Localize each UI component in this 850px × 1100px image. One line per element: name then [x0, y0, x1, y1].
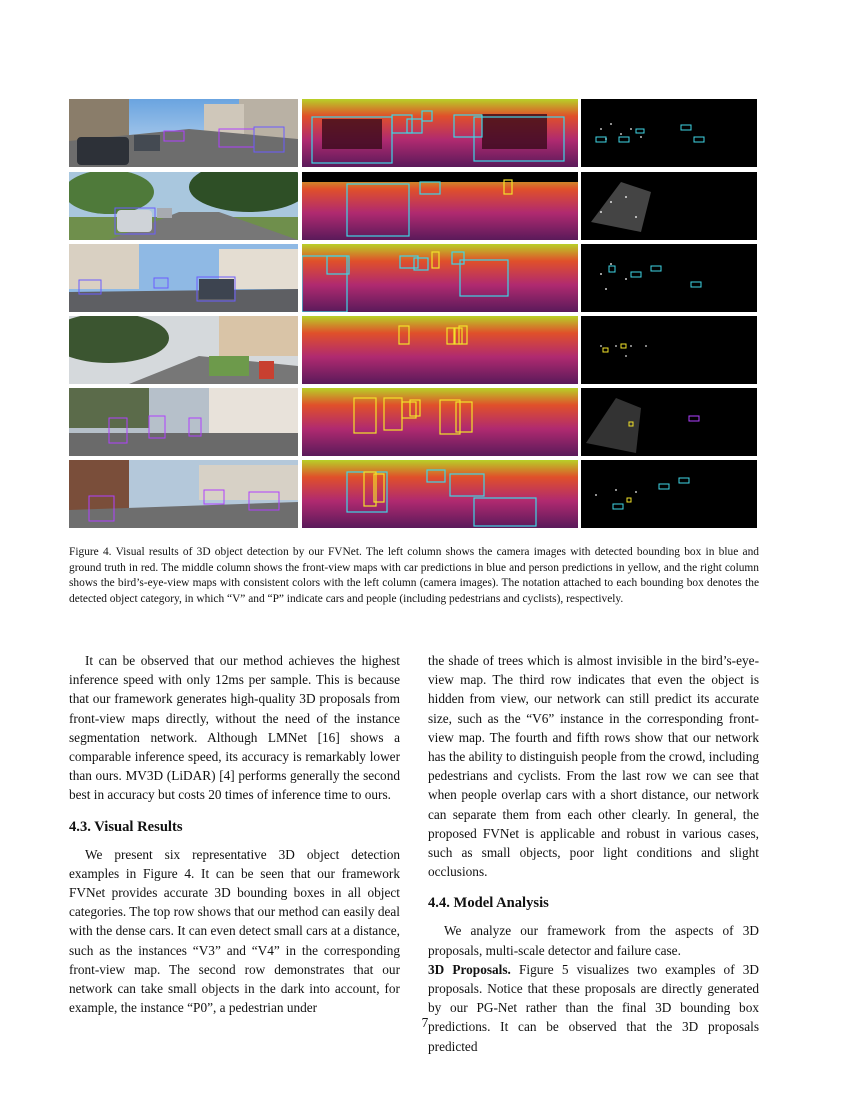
caption-label: Figure 4. — [69, 546, 112, 558]
bird-eye-view-map — [581, 172, 757, 240]
camera-image — [69, 316, 298, 384]
paragraph-text: Figure 5 visualizes two examples of 3D proposals. Notice that these proposals are directly generated by our PG-Net rather than the final 3D bounding box predictions. It can be observed that the 3D proposals predicted — [428, 961, 759, 1054]
paragraph: It can be observed that our method achieves the highest inference speed with only 12ms per sample. This is because that our framework generates high-quality 3D proposals from front-view maps directly, without the need of the instance segmentation network. Although LMNet [16] shows a comparable inference speed, its accuracy is remarkably lower than ours. MV3D (LiDAR) [4] performs generally the second best in accuracy but costs 20 times of inference time to ours. — [69, 653, 400, 803]
left-column — [69, 651, 400, 1017]
right-column — [428, 651, 759, 1056]
bird-eye-view-map — [581, 388, 757, 456]
figure-row-3 — [69, 244, 757, 312]
paragraph: We present six representative 3D object detection examples in Figure 4. It can be seen that our framework FVNet provides accurate 3D bounding boxes in all object categories. The top row shows that our method can easily deal with the dense cars. It can even detect small cars at a distance, such as the instances “V3” and “V4” in the corresponding front-view map. The second row demonstrates that our network can take small objects in the dark into account, for example, the instance “P0”, a pedestrian under — [69, 846, 400, 1016]
figure-caption — [69, 545, 759, 607]
bird-eye-view-map — [581, 244, 757, 312]
run-in-heading: 3D Proposals. — [428, 961, 511, 977]
bird-eye-view-map — [581, 460, 757, 528]
section-heading: 4.4. Model Analysis — [428, 895, 549, 912]
camera-image — [69, 460, 298, 528]
front-view-map — [302, 99, 578, 167]
front-view-map — [302, 172, 578, 240]
bird-eye-view-map — [581, 316, 757, 384]
camera-image — [69, 244, 298, 312]
figure-row-6 — [69, 460, 757, 528]
camera-image — [69, 388, 298, 456]
paragraph: the shade of trees which is almost invisible in the bird’s-eye-view map. The third row indicates that even the object is hidden from view, our network can still predict its accurate size, such as the “V6” instance in the corresponding front-view map. The fourth and fifth rows show that our network has the ability to distinguish people from the crowd, including pedestrians and cyclists. From the last row we can see that when people overlap cars with a short distance, our network can separate them from each other clearly. In general, the proposed FVNet is applicable and robust in various cases, such as small objects, poor light conditions and slight occlusions. — [428, 653, 759, 880]
caption-text: Visual results of 3D object detection by our FVNet. The left column shows the camera images with detected bounding box in blue and ground truth in red. The middle column shows the front-view maps with car predictions in blue and person predictions in yellow, and the right column shows the bird’s-eye-view maps with consistent colors with the left column (camera images). The notation attached to each bounding box denotes the detected object category, in which “V” and “P” indicate cars and people (including pedestrians and cyclists), respectively. — [69, 546, 759, 605]
figure-row-4 — [69, 316, 757, 384]
figure-row-5 — [69, 388, 757, 456]
figure-row-2 — [69, 172, 757, 240]
bird-eye-view-map — [581, 99, 757, 167]
camera-image — [69, 172, 298, 240]
page-number: 7 — [421, 1015, 429, 1030]
front-view-map — [302, 388, 578, 456]
front-view-map — [302, 460, 578, 528]
section-heading: 4.3. Visual Results — [69, 818, 183, 835]
camera-image — [69, 99, 298, 167]
paragraph — [428, 960, 759, 1056]
front-view-map — [302, 316, 578, 384]
paragraph: We analyze our framework from the aspects of 3D proposals, multi-scale detector and failure case. — [428, 923, 759, 958]
figure-4 — [69, 99, 757, 529]
figure-row-1 — [69, 99, 757, 167]
front-view-map — [302, 244, 578, 312]
